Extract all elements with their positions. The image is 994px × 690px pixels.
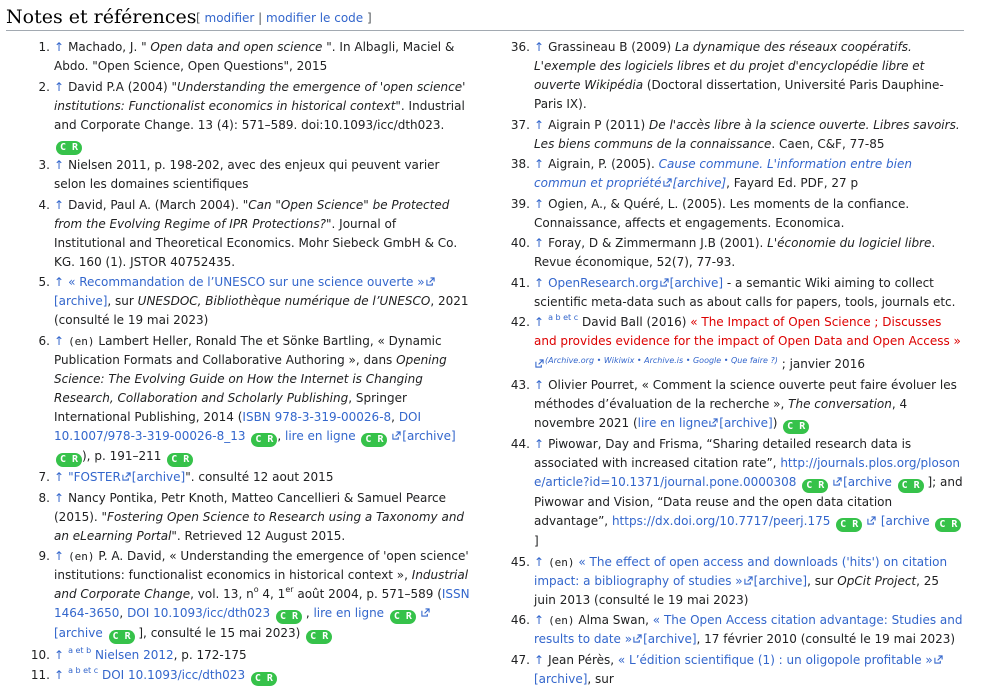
reference-item: 47. ↑ Jean Pérès, « L’édition scientifique (1) : un oligopole profitable »[archive], sur — [510, 651, 964, 689]
doi-link[interactable]: DOI 10.1007/978-3-319-00026-8_13 — [54, 409, 422, 443]
backlink-arrow[interactable]: ↑ — [54, 549, 65, 563]
reference-item: 11. ↑ $^{a b et c}$ DOI 10.1093/icc/dth023 C R — [30, 666, 470, 686]
reference-item: 43. ↑ Olivier Pourret, « Comment la science ouverte peut faire évoluer les méthodes d’évaluation de la recherche », The conversation, 4 novembre 2021 (lire en ligne [archive]) C R — [510, 377, 957, 432]
backlink-arrow[interactable]: ↑ — [534, 315, 545, 329]
backlink-arrow[interactable]: ↑ — [54, 40, 65, 54]
reference-item: 46. ↑ (en) Alma Swan, « The Open Access citation advantage: Studies and results to date » [archive], 17 février 2010 (consulté le 19 mai 2023) — [510, 613, 963, 646]
read-online-link[interactable]: lire en ligne — [284, 428, 356, 443]
reference-item: 36. ↑ Grassineau B (2009) La dynamique des réseaux coopératifs. L'exemple des logiciels libres et du projet d'encyclopédie libre et ouverte Wikipédia (Doctoral dissertation, Université Paris Dauphine-Paris IX). — [510, 40, 944, 111]
reference-item: 39. ↑ Ogien, A., & Quéré, L. (2005). Les moments de la confiance. Connaissance, affects et engagements. Economica. — [510, 196, 910, 230]
backlink-arrow[interactable]: ↑ — [54, 275, 65, 289]
reference-item: 6. ↑ (en) Lambert Heller, Ronald The et Sönke Bartling, « Dynamic Publication Formats and Collaborative Authoring », dans Opening Science: The Evolving Guide on How the Internet is Changing Research, Collaboration and Scholarly Publishing, Springer International Publishing, 2014 (ISBN 978-3-319-00026-8, DOI 10.1007/978-3-319-00026-8_13 C R , lire en ligne C R [archive] C R ), p. 191–211 C R — [38, 333, 456, 465]
reference-item: 44. ↑ Piwowar, Day and Frisma, “Sharing detailed research data is associated with increased citation rate”, http://journals.plos.org/plosone/article?id=10.1371/journal.pone.0000308 C R [archive C R ]; and Piwowar and Vision, “Data reuse and the open data citation advantage”, https://dx.doi.org/10.7717/peerj.175 C R [archive C R ] — [510, 437, 963, 548]
reference-link[interactable]: "FOSTER — [68, 470, 121, 484]
backlink-arrow[interactable]: ↑ — [534, 613, 545, 627]
crossref-badge-icon[interactable]: C R — [935, 518, 961, 532]
external-link-icon — [663, 178, 672, 187]
external-link-icon — [744, 576, 753, 585]
reference-link[interactable]: « Recommandation de l’UNESCO sur une science ouverte » — [68, 275, 425, 289]
section-title: Notes et références — [6, 6, 197, 28]
archive-link[interactable]: [archive] — [672, 176, 727, 190]
crossref-badge-icon[interactable]: C R — [276, 610, 302, 624]
backlink-arrow[interactable]: ↑ — [534, 40, 545, 54]
backlink-arrow[interactable]: ↑ — [534, 437, 545, 451]
external-link-icon — [535, 359, 544, 368]
backlink-arrow[interactable]: ↑ — [54, 490, 65, 505]
doi-link[interactable]: DOI 10.1093/icc/dth023 — [101, 668, 246, 682]
backlink-arrow[interactable]: ↑ — [534, 236, 545, 250]
read-online-link[interactable]: lire en ligne — [637, 415, 709, 430]
archive-link[interactable]: [archive] — [402, 428, 456, 443]
crossref-badge-icon[interactable]: C R — [361, 433, 387, 447]
backlink-arrow[interactable]: ↑ — [534, 157, 545, 171]
archive-link[interactable]: [archive] — [54, 294, 108, 308]
reference-item: 7. ↑ "FOSTER [archive]". consulté 12 aout 2015 — [38, 470, 334, 484]
reference-item: 3. ↑ Nielsen 2011, p. 198-202, avec des enjeux qui peuvent varier selon les domaines scientifiques — [38, 158, 440, 191]
external-link-icon — [660, 278, 669, 287]
external-link-icon — [833, 477, 842, 486]
reference-link[interactable]: Cause commune. L'information entre bien commun et propriété — [534, 157, 912, 190]
reference-item: 40. ↑ Foray, D & Zimmermann J.B (2001). L'économie du logiciel libre. Revue économique, 52(7), 77-93. — [510, 236, 936, 269]
doi-link[interactable]: DOI 10.1093/icc/dth023 — [127, 606, 271, 620]
archive-link[interactable]: [archive] — [643, 632, 697, 646]
backlink-arrow[interactable]: ↑ — [54, 470, 65, 484]
archive-link[interactable]: [archive] — [753, 573, 808, 588]
crossref-badge-icon[interactable]: C R — [109, 630, 135, 644]
crossref-badge-icon[interactable]: C R — [783, 420, 809, 434]
reference-item: 42. ↑ $^{a b et c}$ David Ball (2016) « The Impact of Open Science ; Discusses and provides evidence for the impact of Open Data and Open Access »$^{(Archive.org • Wikiwix • Archive.is • Google • Que faire ?)}$ ; janvier 2016 — [510, 313, 961, 371]
backlink-arrow[interactable]: ↑ — [534, 377, 545, 392]
archive-link[interactable]: [archive] — [669, 275, 724, 290]
archive-link[interactable]: [archive] — [131, 470, 186, 484]
language-tag: (en) — [68, 550, 95, 563]
reference-item: 8. ↑ Nancy Pontika, Petr Knoth, Matteo Cancellieri & Samuel Pearce (2015). "Fostering Open Science to Research using a Taxonomy and an eLearning Portal". Retrieved 12 August 2015. — [38, 490, 465, 543]
crossref-badge-icon[interactable]: C R — [306, 630, 332, 644]
reference-item: 38. ↑ Aigrain, P. (2005). Cause commune. L'information entre bien commun et propriété [archive], Fayard Ed. PDF, 27 p — [510, 157, 912, 190]
backlink-arrow[interactable]: ↑ — [534, 652, 545, 667]
backlink-arrow[interactable]: ↑ — [54, 79, 65, 94]
reference-link[interactable]: « L’édition scientifique (1) : un oligopole profitable » — [617, 652, 933, 667]
external-link-icon — [934, 655, 943, 664]
crossref-badge-icon[interactable]: C R — [390, 610, 416, 624]
isbn-link[interactable]: ISBN 978-3-319-00026-8 — [242, 409, 392, 424]
language-tag: (en) — [548, 555, 575, 569]
read-online-link[interactable]: lire en ligne — [313, 606, 385, 620]
crossref-badge-icon[interactable]: C R — [251, 672, 277, 686]
edit-link[interactable]: modifier — [204, 11, 255, 25]
backlink-arrow[interactable]: ↑ — [534, 554, 545, 569]
url-link[interactable]: http://journals.plos.org/plosone/article?id=10.1371/journal.pone.0000308 — [534, 456, 961, 489]
archive-link[interactable]: [archive — [843, 475, 892, 489]
references-column-right — [510, 38, 964, 690]
backlink-arrow[interactable]: ↑ — [534, 117, 545, 132]
reference-item: 45. ↑ (en) « The effect of open access and downloads ('hits') on citation impact: a bibliography of studies » [archive], sur OpCit Project, 25 juin 2013 (consulté le 19 mai 2023) — [510, 554, 948, 607]
external-link-icon — [426, 277, 435, 286]
crossref-badge-icon[interactable]: C R — [898, 479, 924, 493]
reference-item: 1. ↑ Machado, J. " Open data and open science ". In Albagli, Maciel & Abdo. "Open Science, Open Questions", 2015 — [38, 40, 455, 73]
backlink-arrow[interactable]: ↑ — [54, 158, 65, 172]
crossref-badge-icon[interactable]: C R — [836, 518, 862, 532]
crossref-badge-icon[interactable]: C R — [167, 453, 193, 467]
issn-link[interactable]: ISSN 1464-3650 — [54, 587, 470, 620]
external-link-icon — [392, 431, 401, 440]
archive-link[interactable]: [archive] — [719, 415, 773, 430]
crossref-badge-icon[interactable]: C R — [802, 479, 828, 493]
reference-link[interactable]: « The effect of open access and downloads ('hits') on citation impact: a bibliography of studies » — [534, 554, 948, 588]
reference-item: 37. ↑ Aigrain P (2011) De l'accès libre à la science ouverte. Libres savoirs. Les biens communs de la connaissance. Caen, C&F, 77-85 — [510, 117, 960, 151]
edit-links: [ modifier | modifier le code ] — [196, 11, 372, 25]
external-link-icon — [421, 608, 430, 617]
archive-link[interactable]: [archive — [880, 514, 930, 528]
language-tag: (en) — [548, 614, 575, 627]
references-column-left — [30, 38, 470, 688]
external-link-icon — [633, 634, 642, 643]
backlink-letters[interactable]: a b et c — [548, 313, 579, 322]
crossref-badge-icon[interactable]: C R — [251, 433, 277, 447]
archive-link[interactable]: [archive — [54, 626, 103, 640]
crossref-badge-icon[interactable]: C R — [56, 141, 82, 155]
reference-link[interactable]: OpenResearch.org — [548, 275, 659, 290]
reference-item: 41. ↑ OpenResearch.org [archive] - a semantic Wiki aiming to collect scientific meta-data such as about calls for papers, tools, journals etc. — [510, 275, 956, 309]
archive-link[interactable]: [archive] — [534, 671, 588, 686]
language-tag: (en) — [68, 334, 95, 348]
reference-link[interactable]: « The Open Access citation advantage: Studies and results to date » — [534, 613, 963, 646]
backlink-arrow[interactable]: ↑ — [54, 668, 65, 682]
backlink-arrow[interactable]: ↑ — [54, 647, 65, 662]
external-link-icon — [709, 418, 718, 427]
backlink-letters[interactable]: a et b — [68, 645, 92, 655]
reference-item: 9. ↑ (en) P. A. David, « Understanding the emergence of 'open science' institutions: functionalist economics in historical context », Industrial and Corporate Change, vol. 13, $n^o$ 4, 1er août 2004, p. 571–589 (ISSN 1464-3650, DOI 10.1093/icc/dth023 C R , lire en ligne C R [archive C R ], consulté le 15 mai 2023) C R — [38, 549, 470, 642]
backlink-letters[interactable]: a b et c — [68, 666, 99, 675]
backlink-arrow[interactable]: ↑ — [54, 333, 65, 348]
url-link[interactable]: https://dx.doi.org/10.7717/peerj.175 — [611, 514, 831, 528]
reference-item: 10. ↑ $^{a et b}$ Nielsen 2012, p. 172-175 — [30, 645, 247, 662]
crossref-badge-icon[interactable]: C R — [56, 453, 82, 467]
archive-options[interactable]: (Archive.org • Wikiwix • Archive.is • Google • Que faire ?) — [545, 356, 778, 365]
reference-link[interactable]: Nielsen 2012 — [95, 647, 174, 662]
backlink-arrow[interactable]: ↑ — [534, 196, 545, 211]
dead-link[interactable]: « The Impact of Open Science ; Discusses and provides evidence for the impact of Open Data and Open Access » — [534, 315, 961, 348]
backlink-arrow[interactable]: ↑ — [54, 197, 65, 212]
reference-item: 5. ↑ « Recommandation de l’UNESCO sur une science ouverte »[archive], sur UNESDOC, Bibliothèque numérique de l’UNESCO, 2021 (consulté le 19 mai 2023) — [38, 275, 469, 327]
edit-code-link[interactable]: modifier le code — [266, 11, 364, 25]
backlink-arrow[interactable]: ↑ — [534, 275, 545, 290]
section-header — [6, 4, 964, 31]
reference-item: 2. ↑ David P.A (2004) "Understanding the emergence of 'open science' institutions: Functionalist economics in historical context". Industrial and Corporate Change. 13 (4): 571–589. doi:10.1093/icc/dth023. C R — [38, 79, 466, 153]
external-link-icon — [867, 516, 876, 525]
reference-item: 4. ↑ David, Paul A. (March 2004). "Can "Open Science" be Protected from the Evolving Regime of IPR Protections?". Journal of Institutional and Theoretical Economics. Mohr Siebeck GmbH & Co. KG. 160 (1). JSTOR 40752435. — [38, 197, 458, 269]
external-link-icon — [122, 472, 131, 481]
